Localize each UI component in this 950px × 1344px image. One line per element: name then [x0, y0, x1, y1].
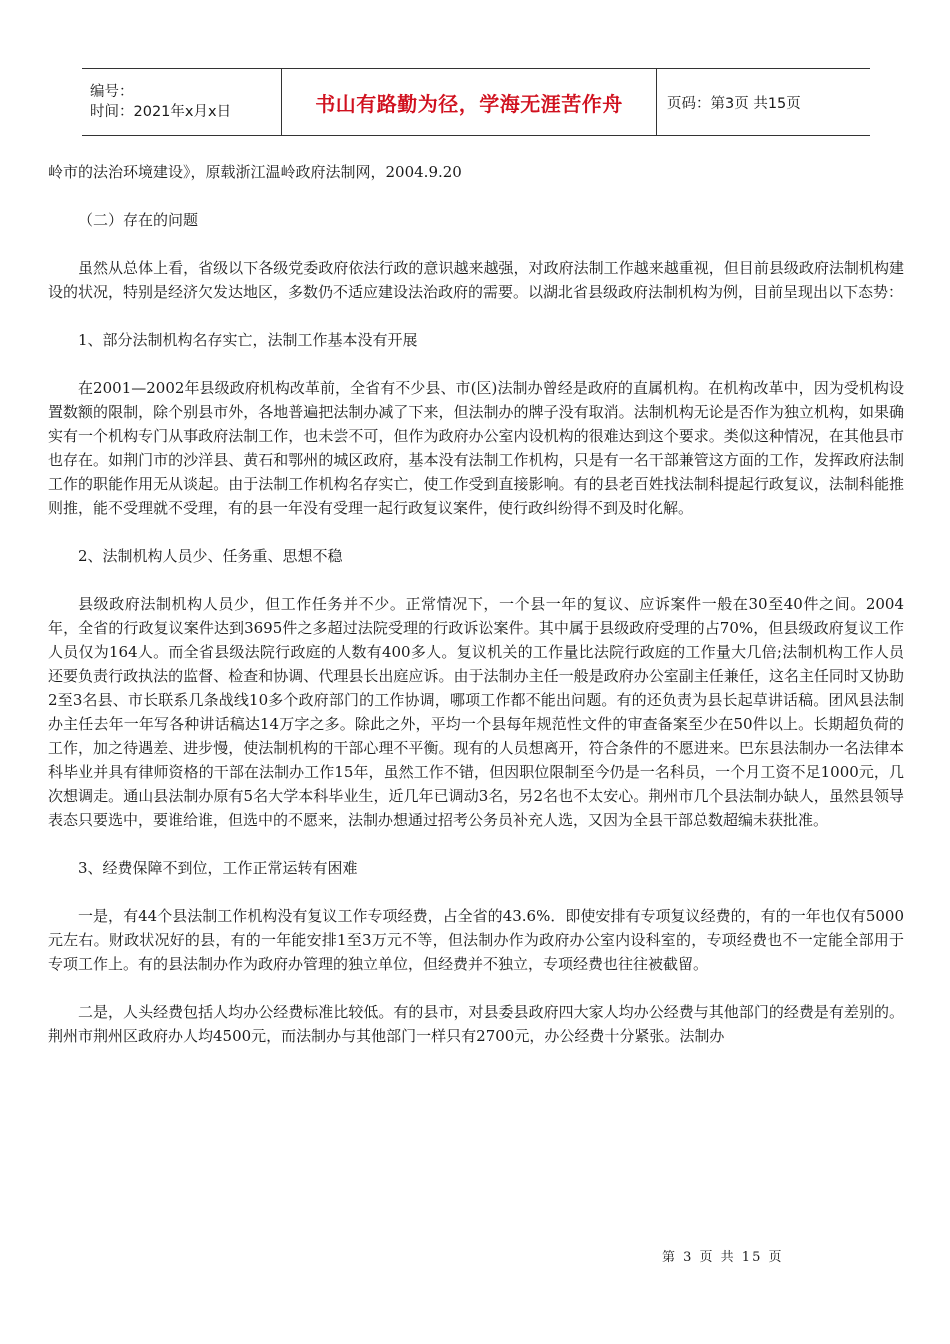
subsection-heading-1: 1、部分法制机构名存实亡，法制工作基本没有开展 — [78, 331, 418, 349]
document-time: 时间：2021年x月x日 — [90, 104, 232, 120]
paragraph: 在2001—2002年县级政府机构改革前，全省有不少县、市(区)法制办曾经是政府的直属机构。在机构改革中，因为受机构设置数额的限制，除个别县市外，各地普遍把法制办减了下来，但法制办的牌子没有取消。法制机构无论是否作为独立机构，如果确实有一个机构专门从事政府法制工作，也未尝不可，但作为政府办公室内设机构的很难达到这个要求。类似这种情况，在其他县市也存在。如荆门市的沙洋县、黄石和鄂州的城区政府，基本没有法制工作机构，只是有一名干部兼管这方面的工作，发挥政府法制工作的职能作用无从谈起。由于法制工作机构名存实亡，使工作受到直接影响。有的县老百姓找法制科提起行政复议，法制科能推则推，能不受理就不受理，有的县一年没有受理一起行政复议案件，使行政纠纷得不到及时化解。 — [48, 379, 904, 517]
header-motto: 书山有路勤为径，学海无涯苦作舟 — [282, 69, 657, 135]
paragraph: 县级政府法制机构人员少，但工作任务并不少。正常情况下，一个县一年的复议、应诉案件一般在30至40件之间。2004年，全省的行政复议案件达到3695件之多超过法院受理的行政诉讼案件。其中属于县级政府受理的占70%，但县级政府复议工作人员仅为164人。而全省县级法院行政庭的人数有400多人。复议机关的工作量比法院行政庭的工作量大几倍;法制机构工作人员还要负责行政执法的监督、检查和协调、代理县长出庭应诉。由于法制办主任一般是政府办公室副主任兼任，这名主任同时又协助2至3名县、市长联系几条战线10多个政府部门的工作协调，哪项工作都不能出问题。有的还负责为县长起草讲话稿。团风县法制办主任去年一年写各种讲话稿达14万字之多。除此之外，平均一个县每年规范性文件的审查备案至少在50件以上。长期超负荷的工作，加之待遇差、进步慢，使法制机构的干部心理不平衡。现有的人员想离开，符合条件的不愿进来。巴东县法制办一名法律本科毕业并具有律师资格的干部在法制办工作15年，虽然工作不错，但因职位限制至今仍是一名科员，一个月工资不足1000元，几次想调走。通山县法制办原有5名大学本科毕业生，近几年已调动3名，另2名也不太安心。荆州市几个县法制办缺人，虽然县领导表态只要选中，要谁给谁，但选中的不愿来，法制办想通过招考公务员补充人选，又因为全县干部总数超编未获批准。 — [48, 595, 904, 829]
paragraph-citation: 岭市的法治环境建设》，原载浙江温岭政府法制网，2004.9.20 — [48, 163, 462, 181]
header-meta — [82, 69, 282, 135]
page-header — [82, 68, 870, 136]
paragraph: 虽然从总体上看，省级以下各级党委政府依法行政的意识越来越强，对政府法制工作越来越重视，但目前县级政府法制机构建设的状况，特别是经济欠发达地区，多数仍不适应建设法治政府的需要。以湖北省县级政府法制机构为例，目前呈现出以下态势： — [48, 259, 904, 301]
paragraph: 一是，有44个县法制工作机构没有复议工作专项经费，占全省的43.6%．即使安排有专项复议经费的，有的一年也仅有5000元左右。财政状况好的县，有的一年能安排1至3万元不等，但法制办作为政府办公室内设科室的，专项经费也不一定能全部用于专项工作上。有的县法制办作为政府办管理的独立单位，但经费并不独立，专项经费也往往被截留。 — [48, 907, 904, 973]
paragraph: 二是，人头经费包括人均办公经费标准比较低。有的县市，对县委县政府四大家人均办公经费与其他部门的经费是有差别的。荆州市荆州区政府办人均4500元，而法制办与其他部门一样只有2700元，办公经费十分紧张。法制办 — [48, 1003, 904, 1045]
section-heading: （二）存在的问题 — [78, 211, 199, 229]
document-body — [48, 160, 904, 1048]
page-footer: 第 3 页 共 15 页 — [662, 1250, 784, 1265]
subsection-heading-3: 3、经费保障不到位，工作正常运转有困难 — [78, 859, 358, 877]
document-code: 编号： — [90, 84, 134, 100]
header-page-number: 页码：第3页 共15页 — [667, 95, 801, 112]
subsection-heading-2: 2、法制机构人员少、任务重、思想不稳 — [78, 547, 343, 565]
